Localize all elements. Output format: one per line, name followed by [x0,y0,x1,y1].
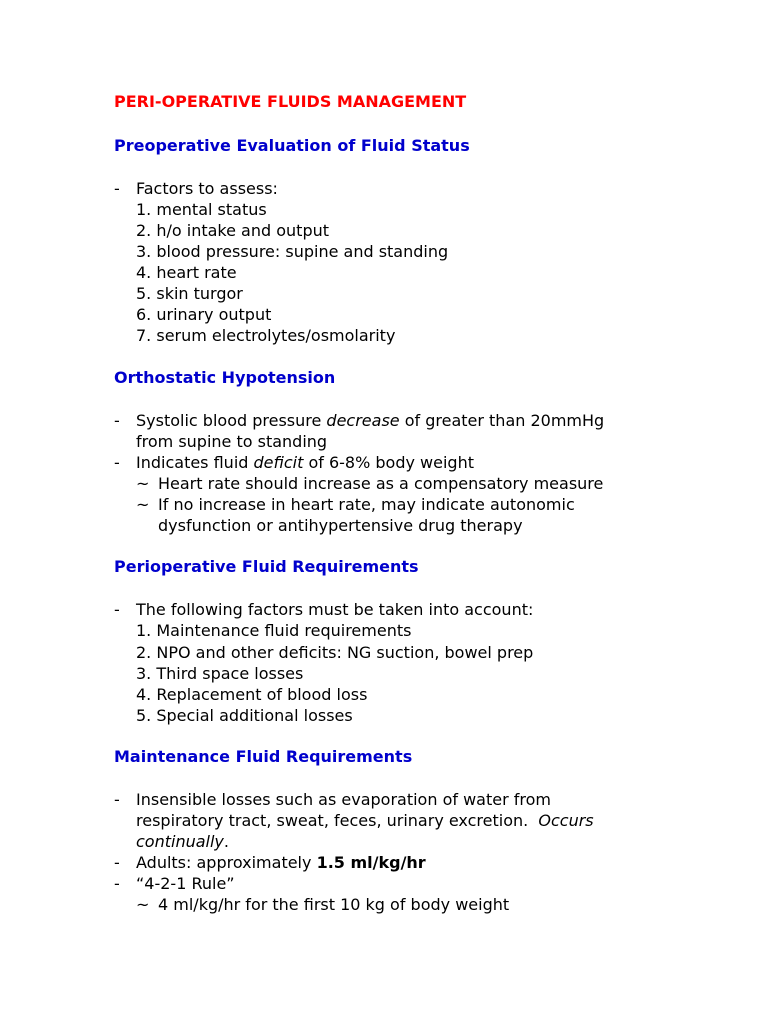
list-item: 3. blood pressure: supine and standing [136,242,449,261]
list-item: 2. NPO and other deficits: NG suction, bowel prep [136,643,534,662]
bullet-text: Factors to assess: [136,179,278,198]
text-run: Indicates fluid [136,453,254,472]
dash-bullet: - [114,179,120,198]
text-run: Systolic blood pressure [136,411,327,430]
emphasis-text: decrease [326,411,400,430]
list-item: 5. Special additional losses [136,706,353,725]
emphasis-text: Occurs [538,811,594,830]
list-item: 7. serum electrolytes/osmolarity [136,326,396,345]
tilde-bullet: ~ [136,495,150,514]
tilde-bullet: ~ [136,895,150,914]
document-title: PERI-OPERATIVE FLUIDS MANAGEMENT [114,92,467,111]
list-item: 6. urinary output [136,305,272,324]
dash-bullet: - [114,874,120,893]
bullet-text [136,852,426,873]
sub-bullet-continuation: dysfunction or antihypertensive drug therapy [158,516,523,535]
bullet-text [136,410,604,431]
bullet-text: Insensible losses such as evaporation of water from [136,790,551,809]
emphasis-text: deficit [253,453,304,472]
list-item: 1. mental status [136,200,267,219]
text-run: of 6-8% body weight [303,453,474,472]
list-item: 3. Third space losses [136,664,304,683]
dash-bullet: - [114,853,120,872]
list-item: 4. Replacement of blood loss [136,685,368,704]
strong-text: 1.5 ml/kg/hr [316,853,426,872]
tilde-bullet: ~ [136,474,150,493]
bullet-continuation: from supine to standing [136,432,328,451]
text-run: of greater than 20mmHg [399,411,605,430]
heading-perioperative-requirements: Perioperative Fluid Requirements [114,557,419,576]
text-run: . [223,832,229,851]
bullet-text [136,452,474,473]
sub-bullet-text: Heart rate should increase as a compensatory measure [158,474,604,493]
text-run: Adults: approximately [136,853,317,872]
heading-maintenance-requirements: Maintenance Fluid Requirements [114,747,413,766]
dash-bullet: - [114,453,120,472]
text-run: respiratory tract, sweat, feces, urinary excretion. [136,811,539,830]
bullet-text: “4-2-1 Rule” [136,874,235,893]
dash-bullet: - [114,600,120,619]
list-item: 5. skin turgor [136,284,243,303]
dash-bullet: - [114,411,120,430]
sub-bullet-text: 4 ml/kg/hr for the first 10 kg of body weight [158,895,510,914]
list-item: 2. h/o intake and output [136,221,330,240]
list-item: 4. heart rate [136,263,237,282]
bullet-text: The following factors must be taken into account: [136,600,534,619]
heading-preoperative-evaluation: Preoperative Evaluation of Fluid Status [114,136,470,155]
emphasis-text: continually [136,832,224,851]
sub-bullet-text: If no increase in heart rate, may indicate autonomic [158,495,575,514]
list-item: 1. Maintenance fluid requirements [136,621,412,640]
dash-bullet: - [114,790,120,809]
bullet-continuation [136,810,594,831]
bullet-continuation [136,831,229,852]
heading-orthostatic-hypotension: Orthostatic Hypotension [114,368,336,387]
